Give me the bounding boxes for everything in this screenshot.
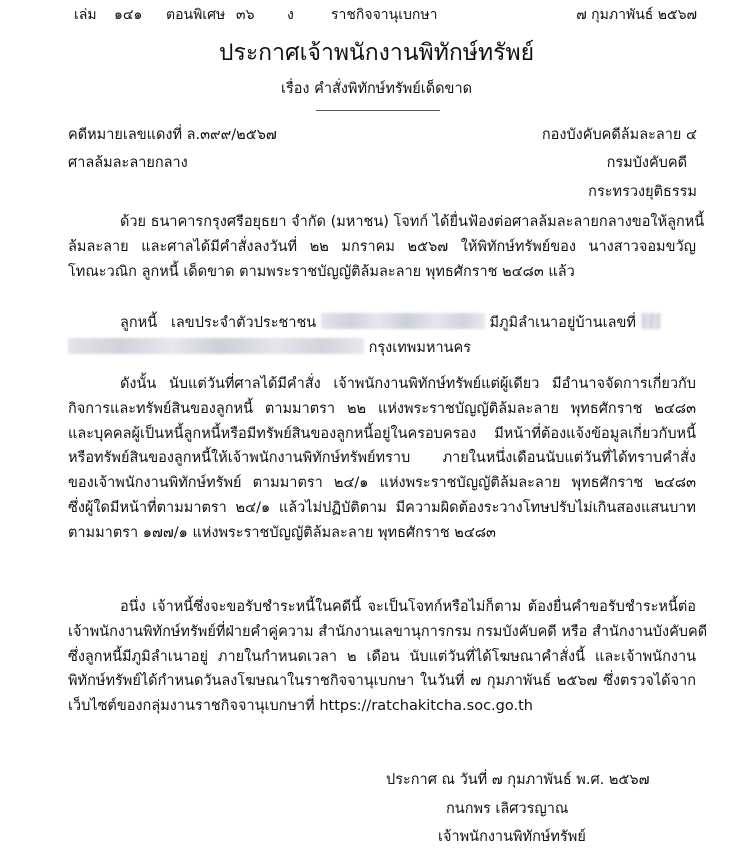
header-book-label: เล่ม	[74, 7, 97, 23]
paragraph-line: พิทักษ์ทรัพย์ได้กำหนดวันลงโฆษณาในราชกิจจานุเบกษา ในวันที่ ๗ กุมภาพันธ์ ๒๕๖๗ ซึ่งตรวจได้จาก	[68, 673, 696, 690]
paragraph-line: ตามมาตรา ๑๗๗/๑ แห่งพระราชบัญญัติล้มละลาย พุทธศักราช ๒๔๘๓	[68, 524, 496, 541]
paragraph-line: อนึ่ง เจ้าหนี้ซึ่งจะขอรับชำระหนี้ในคดีนี้ จะเป็นโจทก์หรือไม่ก็ตาม ต้องยื่นคำขอรับชำระหนี้ต่อ	[120, 599, 696, 615]
paragraph-line	[68, 336, 696, 361]
case-number: คดีหมายเลขแดงที่ ล.๓๙๙/๒๕๖๗	[68, 127, 277, 143]
paragraph-line: หรือทรัพย์สินของลูกหนี้ให้เจ้าพนักงานพิทักษ์ทรัพย์ทราบ ภายในหนึ่งเดือนนับแต่วันที่ได้ทราบคำสั่ง	[68, 450, 696, 467]
redacted-house-number	[641, 313, 661, 329]
header-book-number: ๑๔๑	[114, 7, 143, 23]
announcement-subject: เรื่อง คำสั่งพิทักษ์ทรัพย์เด็ดขาด	[280, 81, 473, 97]
paragraph-line: เว็บไซต์ของกลุ่มงานราชกิจจานุเบกษาที่ https://ratchakitcha.soc.go.th	[68, 698, 533, 715]
id-number-label: เลขประจำตัวประชาชน	[170, 315, 317, 331]
city-name: กรุงเทพมหานคร	[368, 339, 471, 356]
signatory-position: เจ้าพนักงานพิทักษ์ทรัพย์	[438, 829, 586, 845]
paragraph-creditor-claims	[68, 595, 708, 719]
paragraph-line: ของเจ้าพนักงานพิทักษ์ทรัพย์ ตามมาตรา ๒๔/๑ แห่งพระราชบัญญัติล้มละลาย พุทธศักราช ๒๔๘๓	[68, 475, 696, 492]
department-name: กรมบังคับคดี	[606, 155, 687, 171]
paragraph-line: ดังนั้น นับแต่วันที่ศาลได้มีคำสั่ง เจ้าพนักงานพิทักษ์ทรัพย์แต่ผู้เดียว มีอำนาจจัดการเกี่ยวกับ	[120, 376, 696, 392]
debtor-label: ลูกหนี้	[120, 315, 158, 331]
paragraph-line: ล้มละลาย และศาลได้มีคำสั่งลงวันที่ ๒๒ มกราคม ๒๕๖๗ ให้พิทักษ์ทรัพย์ของ นางสาวจอมขวัญ	[68, 238, 696, 255]
announcement-date: ประกาศ ณ วันที่ ๗ กุมภาพันธ์ พ.ศ. ๒๕๖๗	[386, 772, 650, 788]
paragraph-receiver-authority	[68, 372, 696, 546]
paragraph-line: เจ้าพนักงานพิทักษ์ทรัพย์ที่ฝ่ายคำคู่ความ สำนักงานเลขานุการกรม กรมบังคับคดี หรือ สำนักงานบังคับคดี	[68, 623, 708, 640]
header-publication: ราชกิจจานุเบกษา	[331, 7, 438, 23]
court-name: ศาลล้มละลายกลาง	[68, 155, 188, 171]
paragraph-line	[68, 311, 696, 336]
paragraph-line: และบุคคลผู้เป็นหนี้ลูกหนี้หรือมีทรัพย์สินของลูกหนี้อยู่ในครอบครอง มีหน้าที่ต้องแจ้งข้อมูลเกี่ยวกับหนี้	[68, 425, 696, 442]
redacted-id-number	[321, 313, 485, 329]
header-section-number: ๓๖	[236, 7, 255, 23]
paragraph-line: ซึ่งผู้ใดมีหน้าที่ตามมาตรา ๒๔/๑ แล้วไม่ปฏิบัติตาม มีความผิดต้องระวางโทษปรับไม่เกินสองแสนบาท	[68, 499, 696, 516]
ministry-name: กระทรวงยุติธรรม	[588, 184, 697, 200]
header-section-label: ตอนพิเศษ	[166, 7, 226, 23]
header-date: ๗ กุมภาพันธ์ ๒๕๖๗	[576, 7, 697, 23]
paragraph-debtor	[68, 311, 696, 361]
paragraph-line: ซึ่งลูกหนี้มีภูมิลำเนาอยู่ ภายในกำหนดเวลา ๒ เดือน นับแต่วันที่ได้โฆษณาคำสั่งนี้ และเจ้าพนักงาน	[68, 648, 696, 665]
address-label: มีภูมิลำเนาอยู่บ้านเลขที่	[489, 315, 636, 331]
paragraph-line: โทณะวณิก ลูกหนี้ เด็ดขาด ตามพระราชบัญญัติล้มละลาย พุทธศักราช ๒๔๘๓ แล้ว	[68, 263, 575, 280]
paragraph-line: กิจการและทรัพย์สินของลูกหนี้ ตามมาตรา ๒๒ แห่งพระราชบัญญัติล้มละลาย พุทธศักราช ๒๔๘๓	[68, 400, 696, 417]
paragraph-line: ด้วย ธนาคารกรุงศรีอยุธยา จำกัด (มหาชน) โจทก์ ได้ยื่นฟ้องต่อศาลล้มละลายกลางขอให้ลูกหนี้	[120, 214, 705, 230]
paragraph-petition	[68, 210, 705, 284]
header-section-type: ง	[287, 7, 294, 23]
title-divider	[316, 110, 440, 111]
division-name: กองบังคับคดีล้มละลาย ๔	[541, 127, 697, 143]
signatory-name: กนกพร เลิศวรญาณ	[446, 801, 569, 817]
redacted-address	[68, 338, 364, 354]
announcement-title: ประกาศเจ้าพนักงานพิทักษ์ทรัพย์	[218, 40, 535, 66]
